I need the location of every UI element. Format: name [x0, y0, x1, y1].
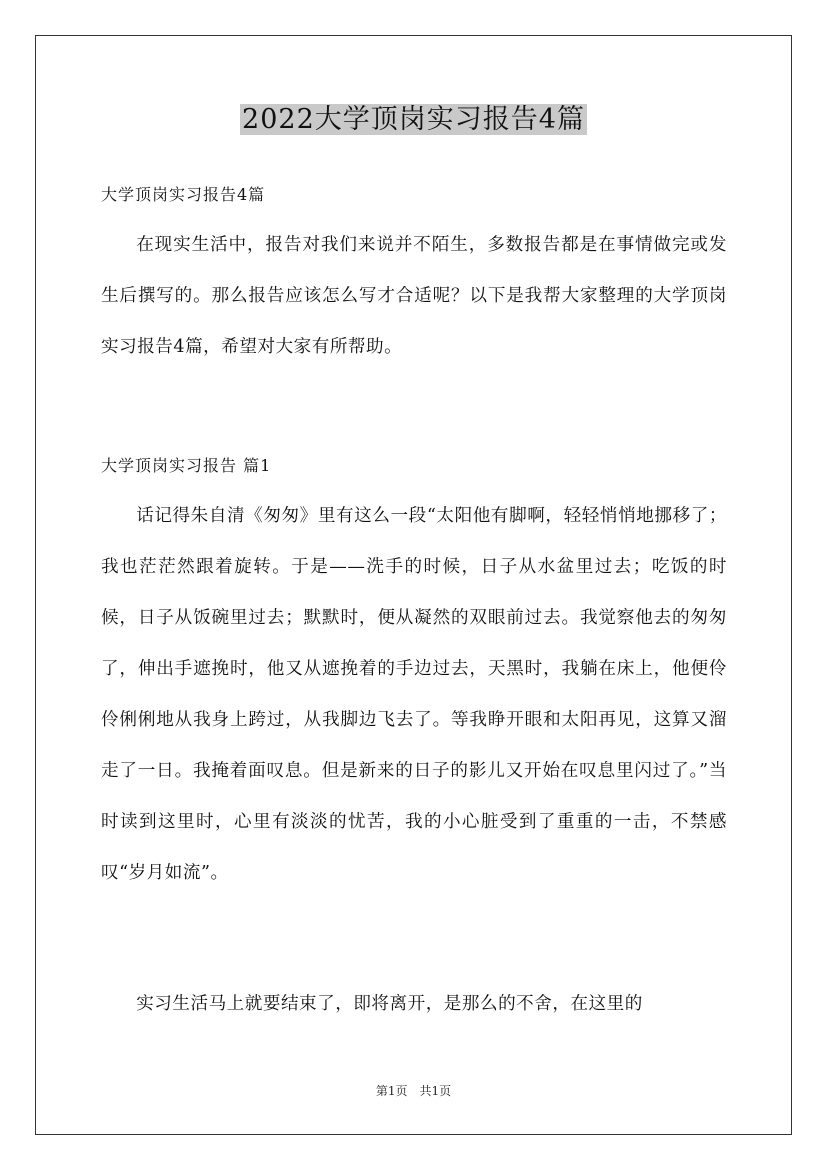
page-footer: 第1页 共1页 — [375, 1084, 452, 1098]
document-subtitle: 大学顶岗实习报告4篇 — [101, 185, 266, 204]
intro-paragraph: 在现实生活中，报告对我们来说并不陌生，多数报告都是在事情做完或发生后撰写的。那么报告应该怎么写才合适呢？以下是我帮大家整理的大学顶岗实习报告4篇，希望对大家有所帮助。 — [101, 235, 727, 357]
document-title-text: 2022大学顶岗实习报告4篇 — [242, 104, 585, 135]
section1-paragraph-2: 实习生活马上就要结束了，即将离开，是那么的不舍，在这里的 — [136, 994, 643, 1014]
section1-paragraph-1: 话记得朱自清《匆匆》里有这么一段“太阳他有脚啊，轻轻悄悄地挪移了；我也茫茫然跟着旋转。于是——洗手的时候，日子从水盆里过去；吃饭的时候，日子从饭碗里过去；默默时，便从凝然的双眼前过去。我觉察他去的匆匆了，伸出手遮挽时，他又从遮挽着的手边过去，天黑时，我躺在床上，他便伶伶俐俐地从我身上跨过，从我脚边飞去了。等我睁开眼和太阳再见，这算又溜走了一日。我掩着面叹息。但是新来的日子的影儿又开始在叹息里闪过了。”当时读到这里时，心里有淡淡的忧苦，我的小心脏受到了重重的一击，不禁感叹“岁月如流”。 — [101, 506, 727, 883]
section-heading-1: 大学顶岗实习报告 篇1 — [101, 456, 272, 475]
document-title — [0, 100, 827, 140]
